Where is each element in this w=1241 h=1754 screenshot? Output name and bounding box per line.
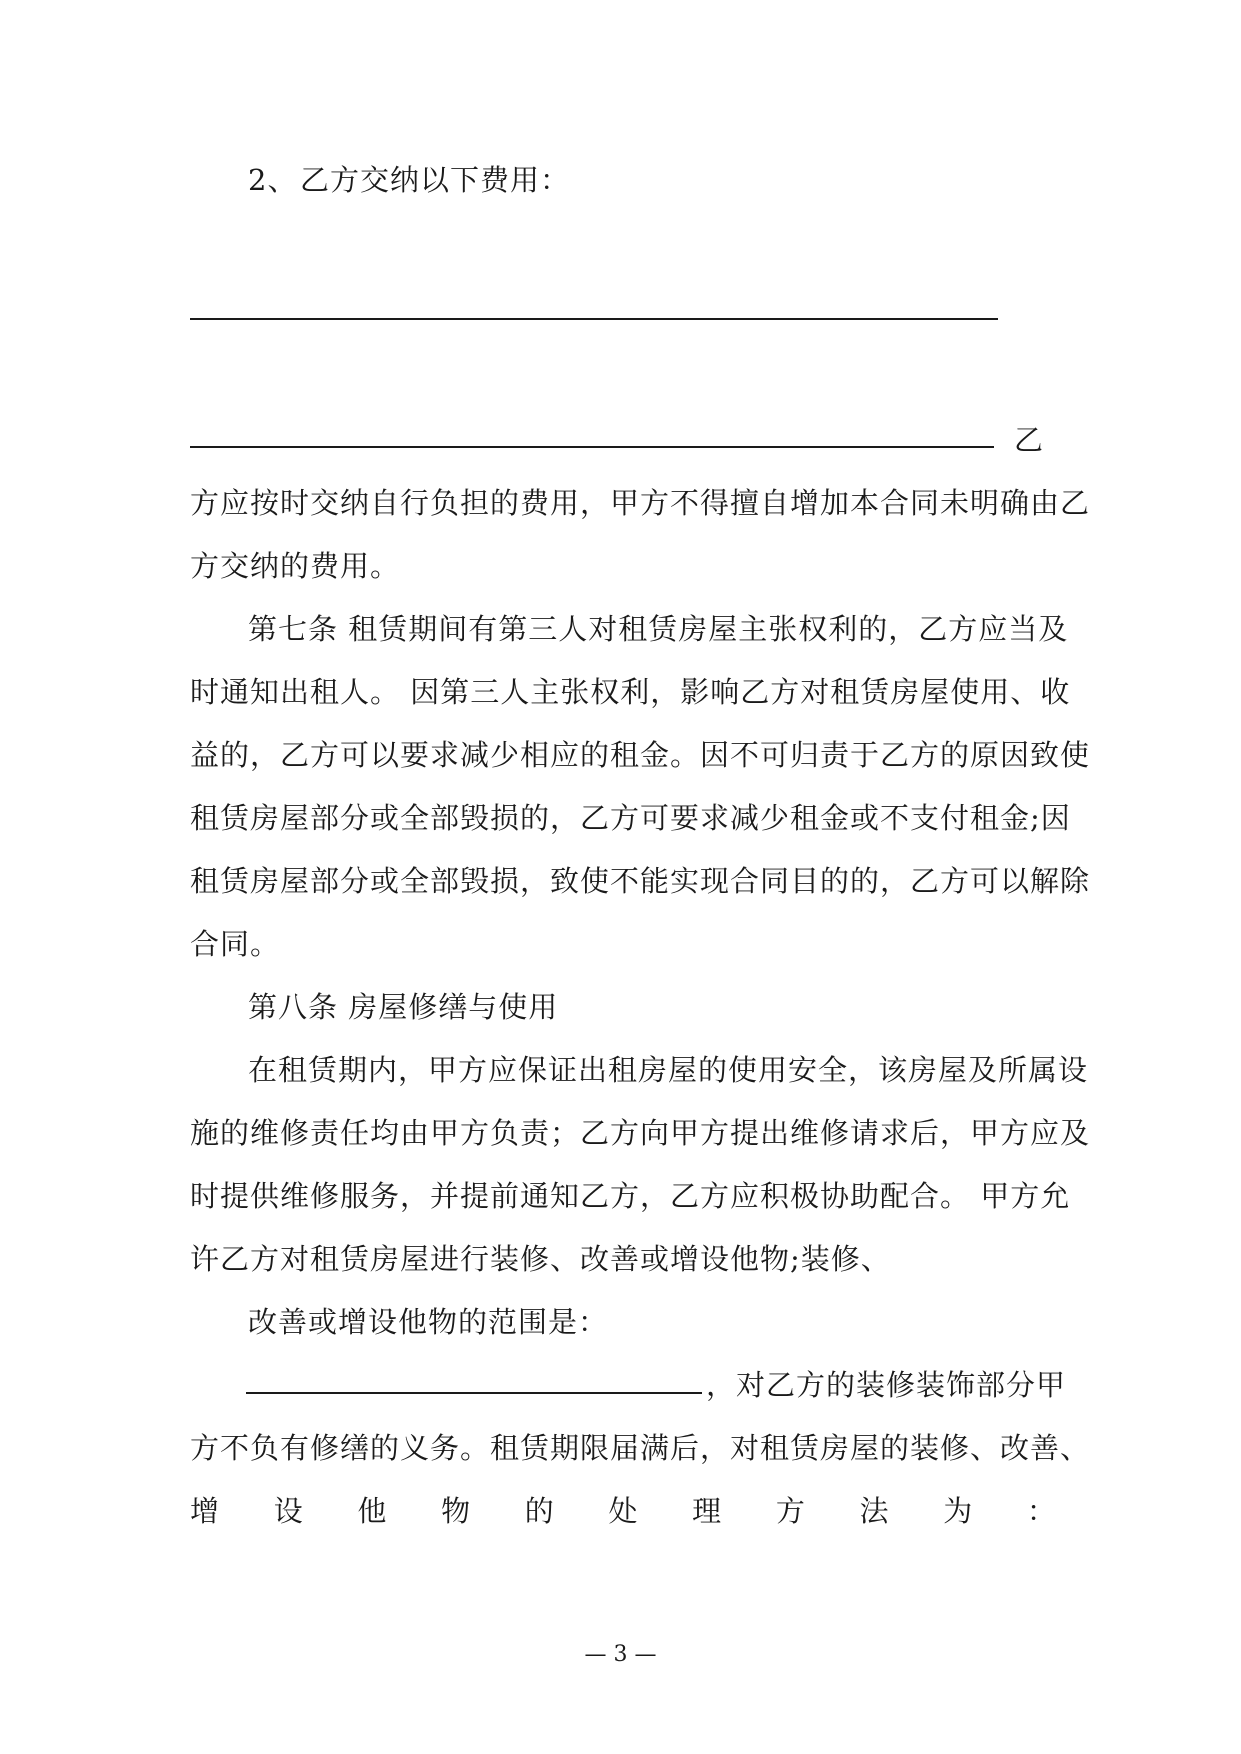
justified-char: 法 xyxy=(859,1494,889,1528)
justified-char: 处 xyxy=(608,1494,638,1528)
article-8-title: 第八条 房屋修缮与使用 xyxy=(248,990,559,1024)
paragraph-line: 方应按时交纳自行负担的费用，甲方不得擅自增加本合同未明确由乙 xyxy=(190,486,1091,520)
paragraph-line: 方不负有修缮的义务。租赁期限届满后，对租赁房屋的装修、改善、 xyxy=(190,1431,1091,1465)
justified-char: 为 xyxy=(943,1494,973,1528)
paragraph-line: ，对乙方的装修装饰部分甲 xyxy=(706,1368,1067,1402)
scope-label: 改善或增设他物的范围是： xyxy=(248,1305,609,1339)
justified-line xyxy=(190,1491,1056,1531)
justified-char: 设 xyxy=(273,1494,303,1528)
fill-in-blank-line xyxy=(246,1392,702,1394)
paragraph-line: 益的，乙方可以要求减少相应的租金。因不可归责于乙方的原因致使 xyxy=(190,738,1091,772)
item2-number: 2、 xyxy=(248,163,298,197)
paragraph-line: 许乙方对租赁房屋进行装修、改善或增设他物;装修、 xyxy=(190,1242,891,1276)
justified-char: 他 xyxy=(357,1494,387,1528)
fill-in-blank-line xyxy=(190,318,998,320)
paragraph-line: 时通知出租人。 因第三人主张权利，影响乙方对租赁房屋使用、收 xyxy=(190,675,1071,709)
justified-char: 理 xyxy=(692,1494,722,1528)
justified-char: 方 xyxy=(775,1494,805,1528)
paragraph-line: 乙 xyxy=(1014,423,1045,457)
paragraph-line: 方交纳的费用。 xyxy=(190,549,401,583)
item2-text: 乙方交纳以下费用： xyxy=(300,163,571,197)
paragraph-line: 时提供维修服务，并提前通知乙方，乙方应积极协助配合。 甲方允 xyxy=(190,1179,1071,1213)
paragraph-line: 合同。 xyxy=(190,927,281,961)
justified-char: 的 xyxy=(524,1494,554,1528)
justified-char: 物 xyxy=(441,1494,471,1528)
article-7-heading-line: 第七条 租赁期间有第三人对租赁房屋主张权利的，乙方应当及 xyxy=(248,612,1069,646)
justified-char: ： xyxy=(1026,1494,1056,1528)
page-number: — 3 — xyxy=(584,1642,657,1667)
paragraph-line: 租赁房屋部分或全部毁损的，乙方可要求减少租金或不支付租金;因 xyxy=(190,801,1071,835)
fill-in-blank-line xyxy=(190,446,994,448)
paragraph-line: 在租赁期内，甲方应保证出租房屋的使用安全，该房屋及所属设 xyxy=(248,1053,1089,1087)
paragraph-line: 施的维修责任均由甲方负责；乙方向甲方提出维修请求后，甲方应及 xyxy=(190,1116,1091,1150)
paragraph-line: 租赁房屋部分或全部毁损，致使不能实现合同目的的，乙方可以解除 xyxy=(190,864,1091,898)
justified-char: 增 xyxy=(190,1494,220,1528)
